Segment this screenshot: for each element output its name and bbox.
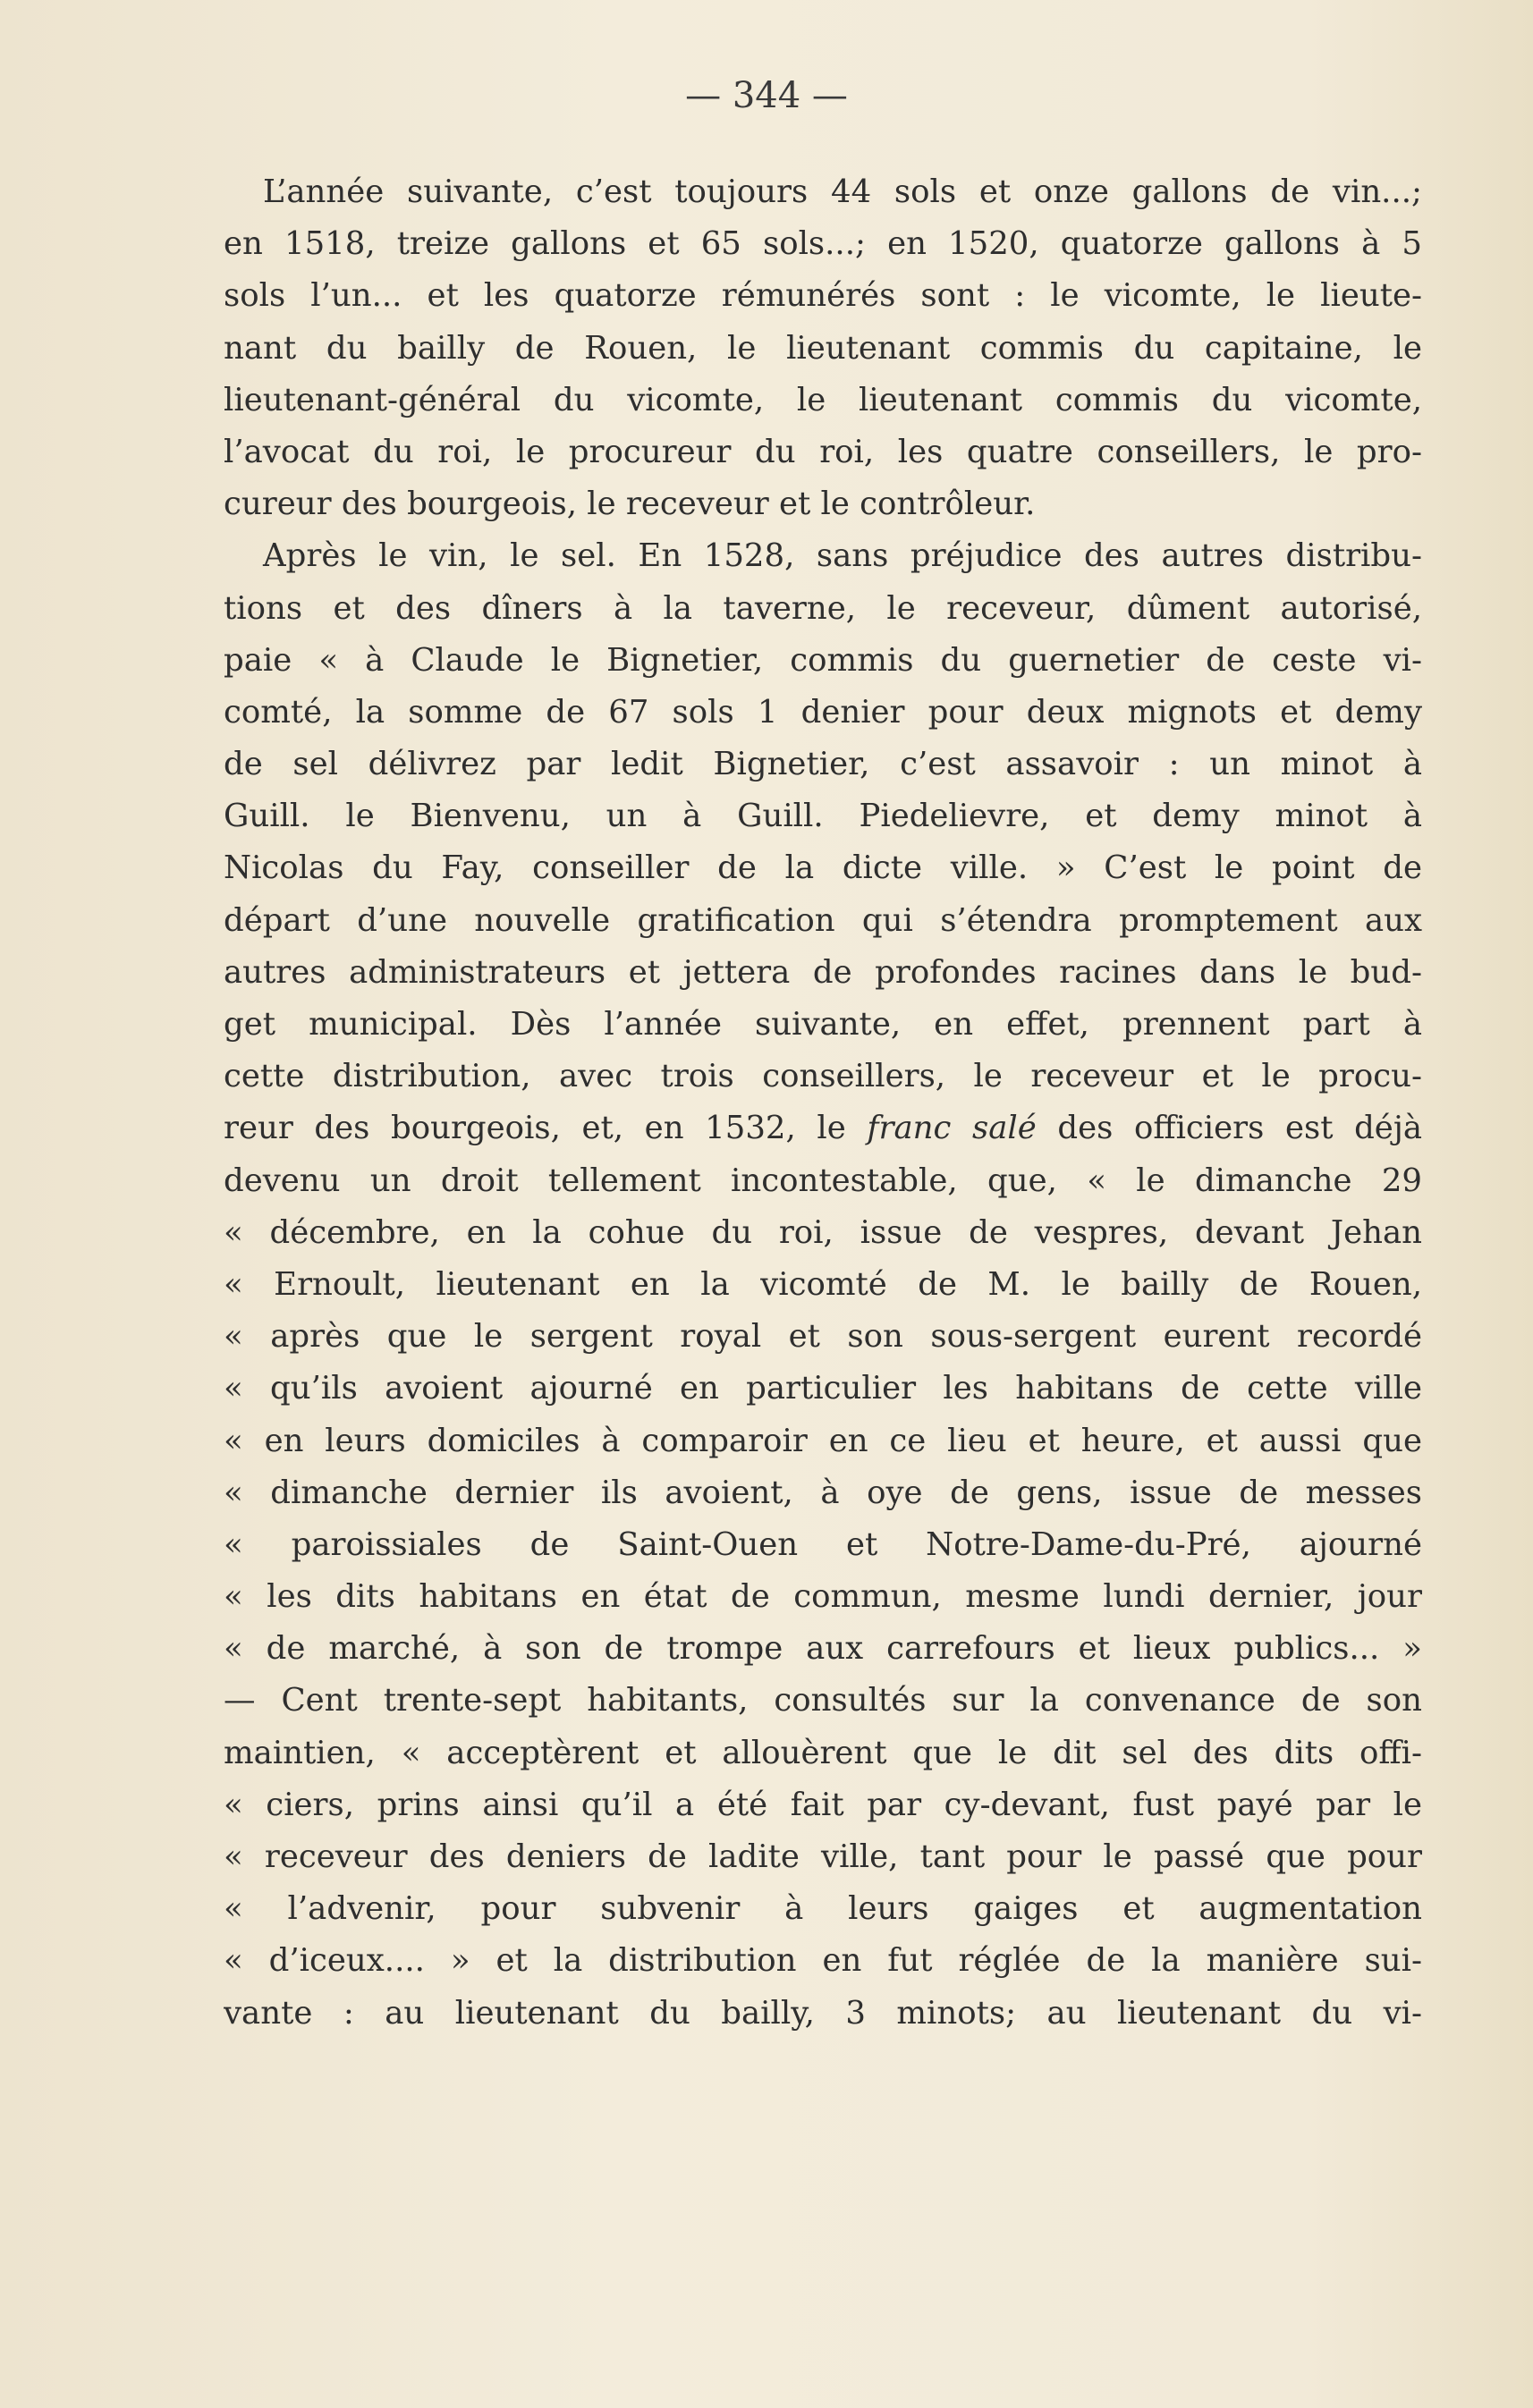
text-line: cureur des bourgeois, le receveur et le contrôleur. bbox=[224, 486, 1036, 523]
text-line: vante : au lieutenant du bailly, 3 minots; au lieutenant du vi- bbox=[224, 1994, 1422, 2032]
text-line: départ d’une nouvelle gratification qui s’étendra promptement aux bbox=[224, 901, 1422, 939]
text-line: nant du bailly de Rouen, le lieutenant commis du capitaine, le bbox=[224, 329, 1422, 367]
text-line: devenu un droit tellement incontestable, que, « le dimanche 29 bbox=[224, 1162, 1422, 1199]
text-line: — Cent trente-sept habitants, consultés sur la convenance de son bbox=[224, 1682, 1422, 1719]
italic-term: franc salé bbox=[867, 1110, 1037, 1147]
text-line: « décembre, en la cohue du roi, issue de vespres, devant Jehan bbox=[224, 1213, 1422, 1251]
text-line: maintien, « acceptèrent et allouèrent que le dit sel des dits offi- bbox=[224, 1734, 1422, 1771]
text-line: de sel délivrez par ledit Bignetier, c’est assavoir : un minot à bbox=[224, 746, 1422, 783]
text-line: « les dits habitans en état de commun, mesme lundi dernier, jour bbox=[224, 1578, 1422, 1616]
text-line: « de marché, à son de trompe aux carrefours et lieux publics... » bbox=[224, 1630, 1422, 1668]
text-line: Après le vin, le sel. En 1528, sans préjudice des autres distribu- bbox=[263, 537, 1422, 575]
text-line: « Ernoult, lieutenant en la vicomté de M. le bailly de Rouen, bbox=[224, 1265, 1422, 1303]
text-line: « receveur des deniers de ladite ville, tant pour le passé que pour bbox=[224, 1838, 1422, 1875]
text-line: l’avocat du roi, le procureur du roi, les quatre conseillers, le pro- bbox=[224, 433, 1422, 470]
text-line: « ciers, prins ainsi qu’il a été fait par cy-devant, fust payé par le bbox=[224, 1786, 1422, 1823]
text-line: sols l’un... et les quatorze rémunérés sont : le vicomte, le lieute- bbox=[224, 277, 1422, 315]
text-line: paie « à Claude le Bignetier, commis du guernetier de ceste vi- bbox=[224, 641, 1422, 679]
text-line: « en leurs domiciles à comparoir en ce lieu et heure, et aussi que bbox=[224, 1422, 1422, 1459]
text-line: L’année suivante, c’est toujours 44 sols et onze gallons de vin...; bbox=[263, 173, 1422, 210]
page-number: — 344 — bbox=[685, 75, 848, 116]
text-line: tions et des dîners à la taverne, le receveur, dûment autorisé, bbox=[224, 589, 1422, 627]
text-line: autres administrateurs et jettera de profondes racines dans le bud- bbox=[224, 953, 1422, 991]
text-line: get municipal. Dès l’année suivante, en effet, prennent part à bbox=[224, 1006, 1422, 1043]
body-text bbox=[224, 166, 1422, 2040]
text-line: reur des bourgeois, et, en 1532, le franc salé des officiers est déjà bbox=[224, 1110, 1422, 1147]
text-line: cette distribution, avec trois conseillers, le receveur et le procu- bbox=[224, 1058, 1422, 1095]
text-line: « paroissiales de Saint-Ouen et Notre-Dame-du-Pré, ajourné bbox=[224, 1525, 1422, 1563]
text-line: Guill. le Bienvenu, un à Guill. Piedelievre, et demy minot à bbox=[224, 798, 1422, 835]
text-line: « après que le sergent royal et son sous-sergent eurent recordé bbox=[224, 1318, 1422, 1356]
text-line: en 1518, treize gallons et 65 sols...; en 1520, quatorze gallons à 5 bbox=[224, 225, 1422, 263]
text-line: « l’advenir, pour subvenir à leurs gaiges et augmentation bbox=[224, 1890, 1422, 1928]
text-line: « d’iceux.... » et la distribution en fut réglée de la manière sui- bbox=[224, 1942, 1422, 1980]
text-line: « qu’ils avoient ajourné en particulier les habitans de cette ville bbox=[224, 1370, 1422, 1407]
text-line: « dimanche dernier ils avoient, à oye de gens, issue de messes bbox=[224, 1474, 1422, 1511]
text-line: Nicolas du Fay, conseiller de la dicte ville. » C’est le point de bbox=[224, 849, 1422, 887]
text-line: comté, la somme de 67 sols 1 denier pour deux mignots et demy bbox=[224, 693, 1422, 731]
text-line: lieutenant-général du vicomte, le lieutenant commis du vicomte, bbox=[224, 381, 1422, 418]
